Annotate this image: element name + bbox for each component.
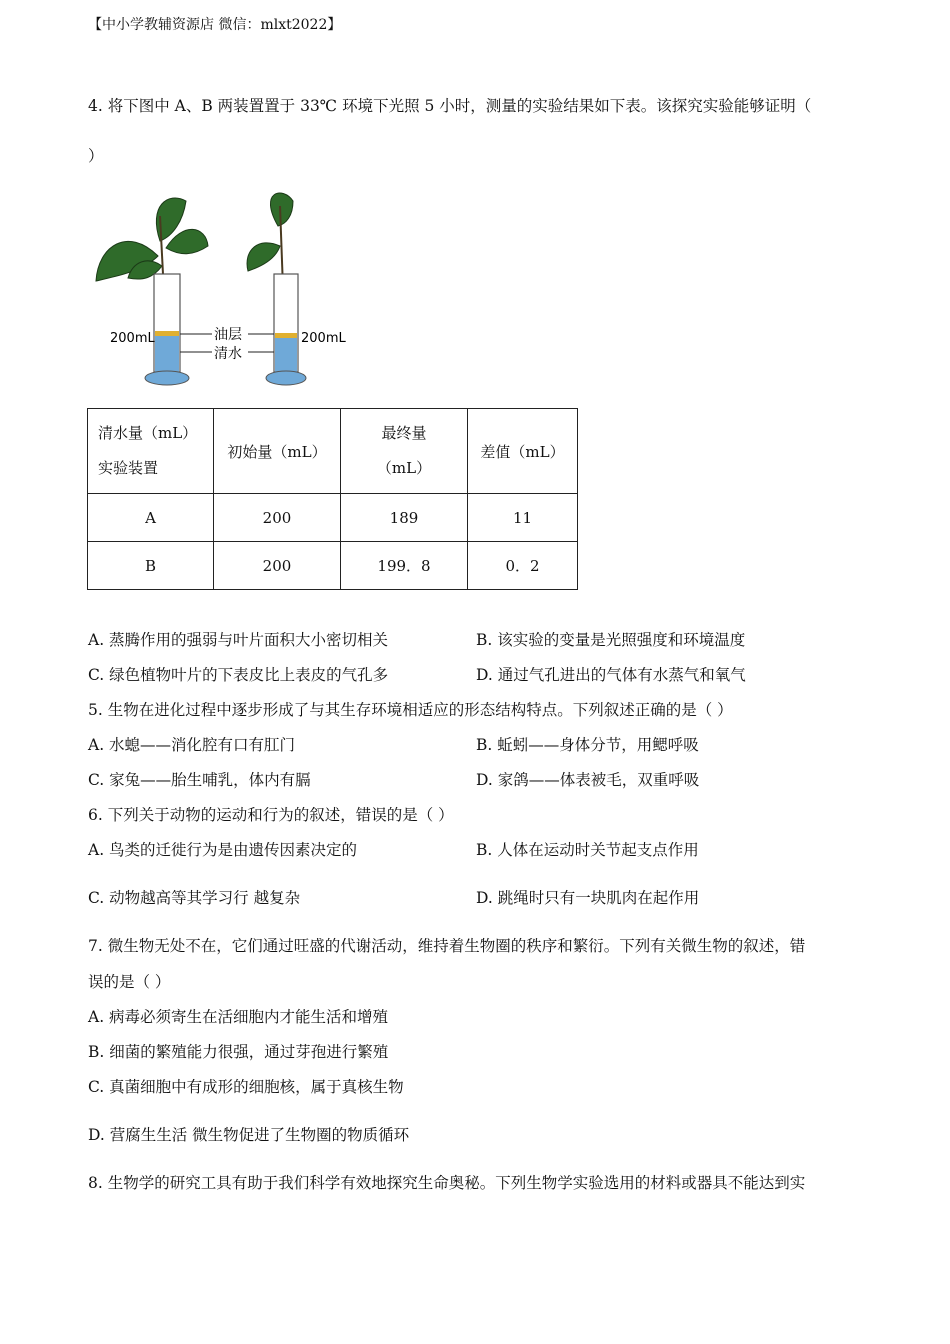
q7-stem-line2: 误的是（ ） <box>88 973 171 991</box>
q7-option-a: A. 病毒必须寄生在活细胞内才能生活和增殖 <box>88 1008 389 1026</box>
row-a-initial: 200 <box>214 494 341 542</box>
col-final-line1: 最终量 <box>381 424 427 442</box>
corner-top-label: 清水量（mL） <box>98 424 198 442</box>
label-left-volume: 200mL <box>110 331 155 346</box>
label-water: 清水 <box>214 346 242 362</box>
q4-results-table <box>87 408 578 590</box>
table-corner-cell <box>88 409 214 494</box>
row-b-diff: 0．2 <box>468 542 578 590</box>
row-b-initial: 200 <box>214 542 341 590</box>
q6-option-a: A. 鸟类的迁徙行为是由遗传因素决定的 <box>88 841 358 859</box>
q7-option-d: D. 营腐生生活 微生物促进了生物圈的物质循环 <box>88 1126 410 1144</box>
q7-option-b: B. 细菌的繁殖能力很强，通过芽孢进行繁殖 <box>88 1043 389 1061</box>
q8-stem-line1: 8. 生物学的研究工具有助于我们科学有效地探究生命奥秘。下列生物学实验选用的材料或器具不能达到实 <box>88 1174 806 1192</box>
col-diff-header: 差值（mL） <box>468 409 578 494</box>
plant-a-leaves <box>96 198 208 281</box>
label-oil-layer: 油层 <box>214 327 242 343</box>
col-initial-header: 初始量（mL） <box>214 409 341 494</box>
q6-option-d: D. 跳绳时只有一块肌肉在起作用 <box>476 889 700 907</box>
q7-stem-line1: 7. 微生物无处不在，它们通过旺盛的代谢活动，维持着生物圈的秩序和繁衍。下列有关微生物的叙述，错 <box>88 937 806 955</box>
q7-option-c: C. 真菌细胞中有成形的细胞核，属于真核生物 <box>88 1078 404 1096</box>
q6-option-b: B. 人体在运动时关节起支点作用 <box>476 841 699 859</box>
q4-option-d: D. 通过气孔进出的气体有水蒸气和氧气 <box>476 666 746 684</box>
col-final-line2: （mL） <box>376 459 432 477</box>
q5-option-b: B. 蚯蚓——身体分节，用鳃呼吸 <box>476 736 699 754</box>
corner-bottom-label: 实验装置 <box>98 459 159 477</box>
q4-stem-line2: ） <box>88 147 104 165</box>
q5-option-a: A. 水螅——消化腔有口有肛门 <box>88 736 296 754</box>
row-b-device: B <box>88 542 214 590</box>
row-b-final: 199．8 <box>341 542 468 590</box>
q4-option-b: B. 该实验的变量是光照强度和环境温度 <box>476 631 746 649</box>
q5-option-c: C. 家兔——胎生哺乳，体内有膈 <box>88 771 311 789</box>
q4-experiment-figure <box>88 186 350 396</box>
label-right-volume: 200mL <box>301 331 346 346</box>
page-header: 【中小学教辅资源店 微信：mlxt2022】 <box>88 17 342 33</box>
table-header-row <box>88 409 578 494</box>
col-final-header <box>341 409 468 494</box>
q6-stem: 6. 下列关于动物的运动和行为的叙述，错误的是（ ） <box>88 806 454 824</box>
q4-stem-line1: 4. 将下图中 A、B 两装置置于 33℃ 环境下光照 5 小时，测量的实验结果如下表。该探究实验能够证明（ <box>88 97 812 115</box>
q5-stem: 5. 生物在进化过程中逐步形成了与其生存环境相适应的形态结构特点。下列叙述正确的是（ ） <box>88 701 733 719</box>
q5-option-d: D. 家鸽——体表被毛，双重呼吸 <box>476 771 700 789</box>
q4-option-c: C. 绿色植物叶片的下表皮比上表皮的气孔多 <box>88 666 389 684</box>
table-row <box>88 494 578 542</box>
q4-option-a: A. 蒸腾作用的强弱与叶片面积大小密切相关 <box>88 631 389 649</box>
plant-b-leaves <box>247 193 293 271</box>
q6-option-c: C. 动物越高等其学习行 越复杂 <box>88 889 301 907</box>
row-a-diff: 11 <box>468 494 578 542</box>
cylinder-illustration <box>88 186 350 396</box>
row-a-device: A <box>88 494 214 542</box>
table-row <box>88 542 578 590</box>
row-a-final: 189 <box>341 494 468 542</box>
